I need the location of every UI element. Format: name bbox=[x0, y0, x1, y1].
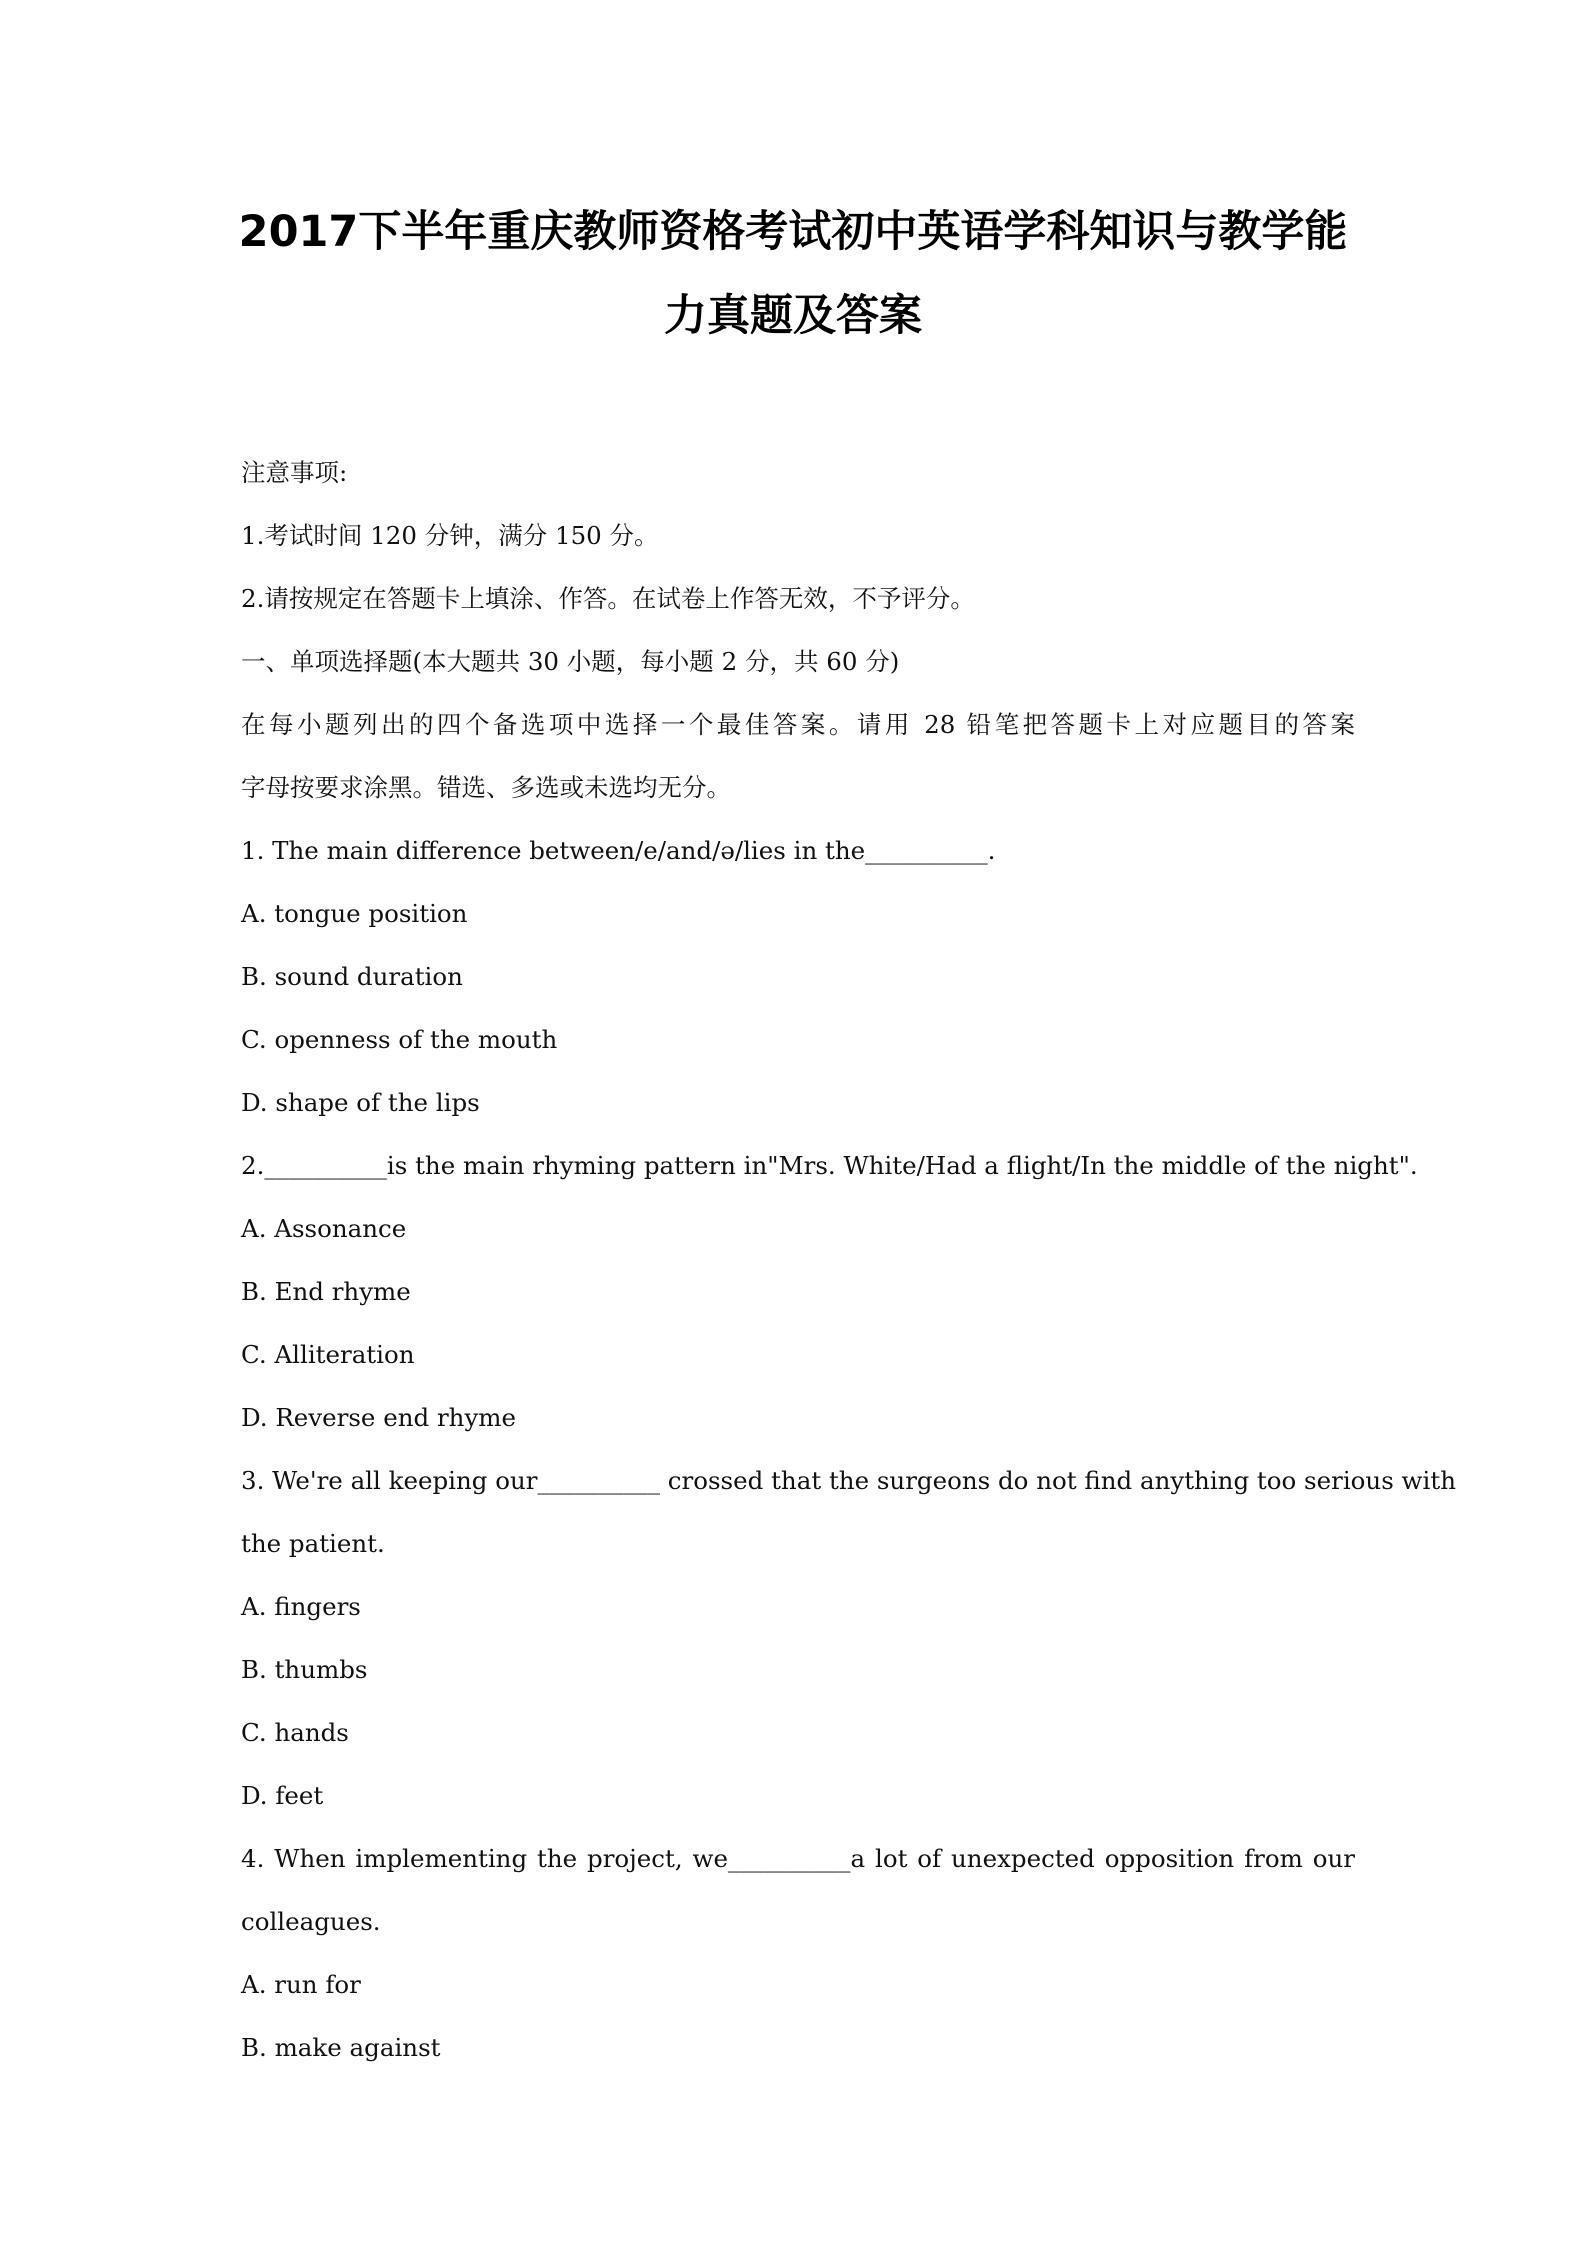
notice-item-1: 1.考试时间 120 分钟，满分 150 分。 bbox=[241, 521, 659, 550]
question-1-option-c: C. openness of the mouth bbox=[241, 1025, 558, 1054]
question-3-option-b: B. thumbs bbox=[241, 1655, 368, 1684]
question-1: 1. The main difference between/e/and/ə/lies in the__________. bbox=[241, 836, 996, 865]
notice-item-2: 2.请按规定在答题卡上填涂、作答。在试卷上作答无效，不予评分。 bbox=[241, 584, 975, 613]
question-4-option-b: B. make against bbox=[241, 2033, 441, 2062]
question-3-line-2: the patient. bbox=[241, 1529, 385, 1558]
question-2: 2.__________is the main rhyming pattern in"Mrs. White/Had a flight/In the middle of the night". bbox=[241, 1151, 1418, 1180]
question-1-option-b: B. sound duration bbox=[241, 962, 463, 991]
question-1-option-d: D. shape of the lips bbox=[241, 1088, 480, 1117]
question-2-option-c: C. Alliteration bbox=[241, 1340, 415, 1369]
question-1-option-a: A. tongue position bbox=[241, 899, 468, 928]
question-2-option-d: D. Reverse end rhyme bbox=[241, 1403, 517, 1432]
section-instruction-line-2: 字母按要求涂黑。错选、多选或未选均无分。 bbox=[241, 773, 731, 802]
document-title-line-1: 2017下半年重庆教师资格考试初中英语学科知识与教学能 bbox=[238, 207, 1348, 257]
question-4-line-2: colleagues. bbox=[241, 1907, 381, 1936]
question-4-option-a: A. run for bbox=[241, 1970, 361, 1999]
question-3-line-1: 3. We're all keeping our__________ crossed that the surgeons do not find anything too serious with bbox=[241, 1466, 1456, 1495]
question-2-option-a: A. Assonance bbox=[241, 1214, 407, 1243]
question-3-option-c: C. hands bbox=[241, 1718, 349, 1747]
question-3-option-a: A. fingers bbox=[241, 1592, 361, 1621]
question-4-line-1: 4. When implementing the project, we__________a lot of unexpected opposition from our bbox=[241, 1844, 1355, 1873]
notice-heading: 注意事项: bbox=[241, 458, 348, 487]
document-title-line-2: 力真题及答案 bbox=[664, 291, 922, 341]
question-3-option-d: D. feet bbox=[241, 1781, 324, 1810]
question-2-option-b: B. End rhyme bbox=[241, 1277, 411, 1306]
section-instruction-line-1: 在每小题列出的四个备选项中选择一个最佳答案。请用 28 铅笔把答题卡上对应题目的答案 bbox=[241, 710, 1355, 739]
section-heading: 一、单项选择题(本大题共 30 小题，每小题 2 分，共 60 分) bbox=[241, 647, 900, 676]
